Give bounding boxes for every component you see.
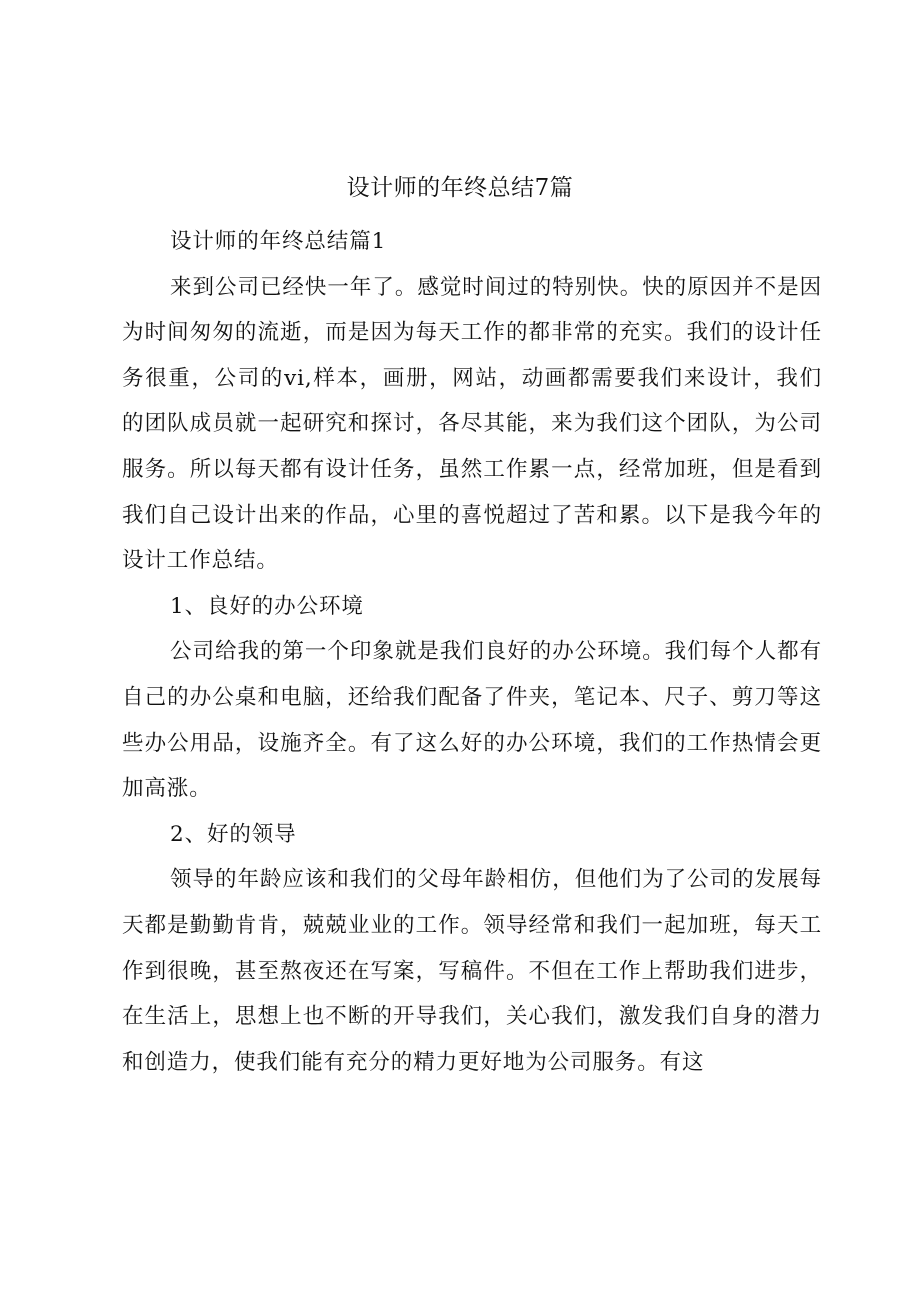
document-body [122,219,822,1085]
section-heading: 设计师的年终总结篇1 [170,229,387,254]
heading-office-environment: 1、良好的办公环境 [170,593,364,619]
document-title: 设计师的年终总结7篇 [346,175,574,201]
paragraph-good-leadership: 领导的年龄应该和我们的父母年龄相仿，但他们为了公司的发展每天都是勤勤肯肯，兢兢业业的工作。领导经常和我们一起加班，每天工作到很晚，甚至熬夜还在写案，写稿件。不但在工作上帮助我们进步，在生活上，思想上也不断的开导我们，关心我们，激发我们自身的潜力和创造力，使我们能有充分的精力更好地为公司服务。有这 [122,867,822,1075]
heading-good-leadership: 2、好的领导 [170,821,297,847]
paragraph-office-environment: 公司给我的第一个印象就是我们良好的办公环境。我们每个人都有自己的办公桌和电脑，还给我们配备了件夹，笔记本、尺子、剪刀等这些办公用品，设施齐全。有了这么好的办公环境，我们的工作热情会更加高涨。 [122,639,822,802]
paragraph-intro: 来到公司已经快一年了。感觉时间过的特别快。快的原因并不是因为时间匆匆的流逝，而是因为每天工作的都非常的充实。我们的设计任务很重，公司的vi,样本，画册，网站，动画都需要我们来设计，我们的团队成员就一起研究和探讨，各尽其能，来为我们这个团队，为公司服务。所以每天都有设计任务，虽然工作累一点，经常加班，但是看到我们自己设计出来的作品，心里的喜悦超过了苦和累。以下是我今年的设计工作总结。 [122,274,822,574]
